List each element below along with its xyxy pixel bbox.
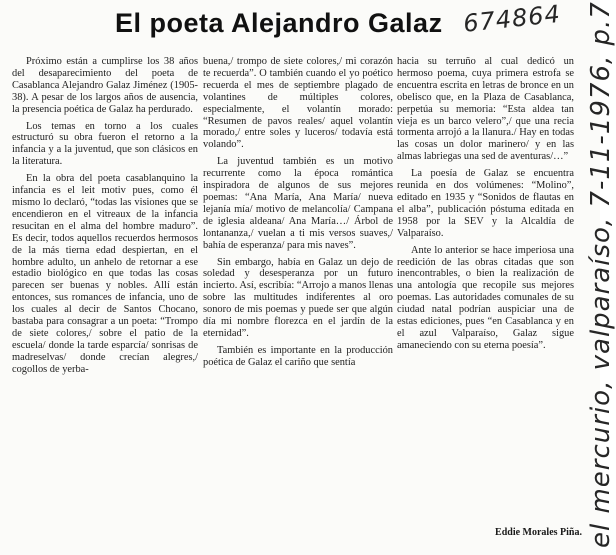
author-byline: Eddie Morales Piña. [495,527,582,538]
handwritten-catalog-code: 674864 [462,0,563,38]
paragraph: En la obra del poeta casablanquino la infancia es el leit motiv pues, como él mismo lo declaró, “todas las visiones que se encendieron en el vitreaux de la infancia resucitan en el alma del hombre maduro”. Es decir, todos aquellos recuerdos hermosos de la más tierna edad despiertan, en el hombre adulto, un anhelo de retornar a ese estadio biológico en que todas las cosas parecen ser buenas y nobles. Allí están entonces, sus romances de infancia, uno de los cuales al decir de Santos Chocano, bastaba para consagrar a un poeta: “Trompo de siete colores,/ sobre el patio de la escuela/ donde la tarde esparcía/ sonrisas de madreselvas/ donde crecían alegres,/ cogollos de yerba- [12,173,198,375]
paragraph: Próximo están a cumplirse los 38 años del desaparecimiento del poeta de Casablanca Alejandro Galaz Jiménez (1905-38). A pesar de los largos años de ausencia, la presencia poética de Galaz ha perdurado. [12,56,198,115]
paragraph: Sin embargo, había en Galaz un dejo de soledad y desesperanza por un futuro incierto. Así, escribía: “Arrojo a manos llenas sobre las multitudes indiferentes al oro sonoro de mis poemas y puede ser que algún día mi nombre florezca en el jardín de la eternidad”. [203,256,393,339]
paragraph: También es importante en la producción poética de Galaz el cariño que sentía [203,344,393,368]
paragraph: hacia su terruño al cual dedicó un hermoso poema, cuya primera estrofa se encuentra escrita en letras de bronce en un obelisco que, en la Plaza de Casablanca, perpetúa su memoria: “Esta aldea tan vieja es un barco velero”,/ que una recia tormenta arrojó a la llanura./ Hay en todas las cosas un dolor marinero/ y en las almas labriegas una sed de aventuras/…” [397,56,574,163]
paragraph: Los temas en torno a los cuales estructuró su obra fueron el retorno a la infancia y a la juventud, que son clásicos en la literatura. [12,120,198,168]
article-title: El poeta Alejandro Galaz [115,8,443,38]
paragraph: Ante lo anterior se hace imperiosa una reedición de las obras citadas que son inencontrables, o bien la realización de una antología que recopile sus mejores poemas. Las autoridades comunales de su ciudad natal podrían auspiciar una de estas ediciones, pues “en Casablanca y en el azul Valparaíso, Galaz sigue amaneciendo con su eterna poesía”. [397,244,574,351]
paragraph: La juventud también es un motivo recurrente como la época romántica inspiradora de algunos de sus mejores poemas: “Ana María, Ana María/ nueva lejanía mía/ motivo de melancolía/ Campana de iglesia aldeana/ Ana María…/ Árbol de lontananza,/ vuelan a ti mis versos suaves,/ bahía de esperanza/ para mis naves”. [203,156,393,251]
article-column-2 [203,56,393,551]
paragraph: buena,/ trompo de siete colores,/ mi corazón te recuerda”. O también cuando el yo poético recuerda el mes de septiembre plagado de volantines de múltiples colores, especialmente, el volantín morado: “Resumen de pavos reales/ aquel volantín morado,/ entre soles y luceros/ todavía está volando”. [203,56,393,151]
article-column-3 [397,56,574,551]
handwritten-source-note: el mercurio, valparaíso, 7-11-1976, p.7 [586,1,616,548]
article-column-1 [12,56,198,551]
paragraph: La poesía de Galaz se encuentra reunida en dos volúmenes: “Molino”, editado en 1935 y “Sonidos de flautas en el alba”, publicación póstuma editada en 1958 por la SEV y la Alcaldía de Valparaíso. [397,168,574,239]
